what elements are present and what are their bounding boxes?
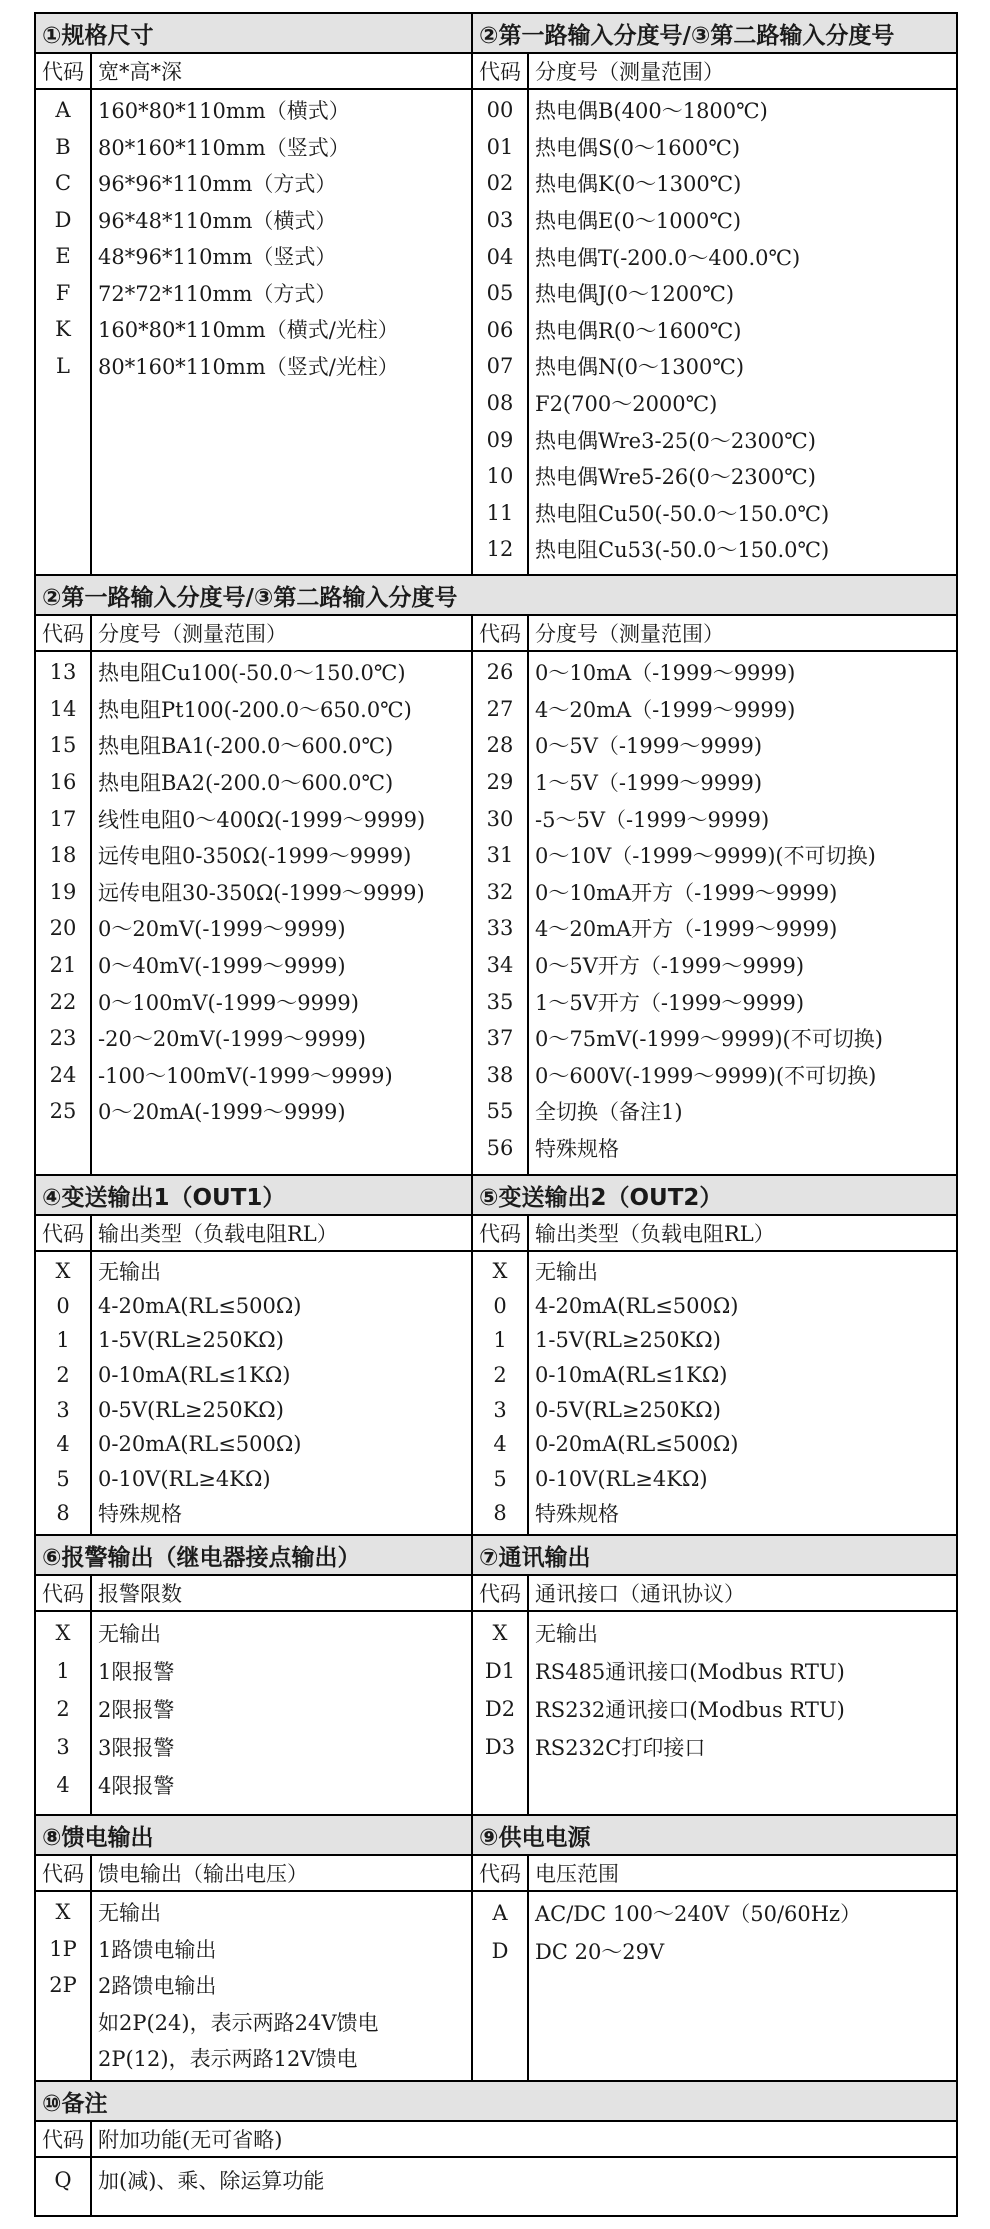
row-description: 0-10mA(RL≤1KΩ) <box>535 1363 728 1388</box>
row-code: A <box>492 1901 508 1925</box>
row-description: -5～5V（-1999～9999) <box>535 807 770 832</box>
row-description: 无输出 <box>535 1622 598 1646</box>
row-description: 远传电阻0-350Ω(-1999～9999) <box>98 844 412 869</box>
column-header-description: 宽*高*深 <box>98 60 182 84</box>
row-description: 1～5V（-1999～9999) <box>535 771 763 796</box>
row-description: -100～100mV(-1999～9999) <box>98 1063 393 1088</box>
row-description: 热电偶R(0～1600℃) <box>535 318 742 343</box>
row-code: 2 <box>493 1363 507 1388</box>
row-code: D3 <box>484 1735 516 1759</box>
row-description: DC 20～29V <box>535 1940 665 1964</box>
row-code: 35 <box>486 989 514 1014</box>
row-description: 1路馈电输出 <box>98 1937 217 1962</box>
row-code: 2P <box>49 1973 77 1998</box>
row-description: 4-20mA(RL≤500Ω) <box>98 1293 302 1318</box>
column-header-code: 代码 <box>479 1862 521 1886</box>
row-code: 4 <box>56 1773 70 1797</box>
column-header-code: 代码 <box>479 60 521 84</box>
row-description: 加(减)、乘、除运算功能 <box>98 2169 325 2193</box>
row-description: 热电偶E(0～1000℃) <box>535 209 742 234</box>
row-description: 如2P(24)，表示两路24V馈电 <box>98 2010 379 2035</box>
row-description: 1～5V开方（-1999～9999) <box>535 990 805 1015</box>
row-code: E <box>55 244 71 269</box>
row-description: 0～20mA(-1999～9999) <box>98 1100 346 1125</box>
row-description: 无输出 <box>98 1901 161 1926</box>
row-description: 96*96*110mm（方式） <box>98 172 337 197</box>
header-rule <box>36 88 471 90</box>
row-code: 33 <box>486 916 514 941</box>
column-header-description: 输出类型（负载电阻RL） <box>535 1222 775 1246</box>
row-code: D2 <box>484 1697 516 1721</box>
row-code: 21 <box>49 953 77 978</box>
row-description: 0-5V(RL≥250KΩ) <box>98 1397 284 1422</box>
row-code: 0 <box>56 1293 70 1318</box>
section-header: ④变送输出1（OUT1） <box>36 1176 471 1214</box>
column-header-description: 分度号（测量范围） <box>535 60 724 84</box>
header-rule <box>36 650 471 652</box>
row-code: 55 <box>486 1099 514 1124</box>
column-header-description: 通讯接口（通讯协议） <box>535 1582 745 1606</box>
row-description: 0～10mA开方（-1999～9999) <box>535 880 838 905</box>
row-description: 线性电阻0～400Ω(-1999～9999) <box>98 807 426 832</box>
row-code: 8 <box>56 1501 70 1526</box>
row-code: Q <box>54 2168 72 2192</box>
row-description: 热电阻Pt100(-200.0～650.0℃) <box>98 697 412 722</box>
row-code: 03 <box>486 208 514 233</box>
row-description: 无输出 <box>535 1260 598 1285</box>
column-header-code: 代码 <box>42 60 84 84</box>
row-code: 1P <box>49 1936 77 1961</box>
row-description: 远传电阻30-350Ω(-1999～9999) <box>98 880 425 905</box>
row-code: 09 <box>486 427 514 452</box>
section-header: ②第一路输入分度号/③第二路输入分度号 <box>473 14 956 52</box>
section-header: ②第一路输入分度号/③第二路输入分度号 <box>36 576 956 614</box>
row-description: -20～20mV(-1999～9999) <box>98 1027 366 1052</box>
row-code: 56 <box>486 1136 514 1161</box>
row-code: 28 <box>486 733 514 758</box>
row-code: 1 <box>56 1328 70 1353</box>
row-description: 1-5V(RL≥250KΩ) <box>98 1328 284 1353</box>
header-rule <box>473 650 956 652</box>
row-description: 0-20mA(RL≤500Ω) <box>98 1432 302 1457</box>
row-code: X <box>55 1621 71 1645</box>
row-code: 2 <box>56 1363 70 1388</box>
row-description: 0～100mV(-1999～9999) <box>98 990 359 1015</box>
row-description: 4～20mA（-1999～9999) <box>535 697 796 722</box>
row-code: B <box>55 134 71 159</box>
row-description: 热电偶Wre5-26(0～2300℃) <box>535 465 816 490</box>
row-description: RS232通讯接口(Modbus RTU) <box>535 1698 845 1722</box>
column-header-description: 馈电输出（输出电压） <box>98 1862 308 1886</box>
row-code: X <box>55 1259 71 1284</box>
row-description: 热电偶T(-200.0～400.0℃) <box>535 245 801 270</box>
column-header-description: 分度号（测量范围） <box>98 622 287 646</box>
row-code: 20 <box>49 916 77 941</box>
header-rule <box>36 1890 471 1892</box>
row-code: X <box>492 1259 508 1284</box>
row-description: 无输出 <box>98 1622 161 1646</box>
row-description: 0-10mA(RL≤1KΩ) <box>98 1363 291 1388</box>
row-code: 32 <box>486 879 514 904</box>
row-code: 22 <box>49 989 77 1014</box>
column-header-description: 电压范围 <box>535 1862 619 1886</box>
column-header-description: 输出类型（负载电阻RL） <box>98 1222 338 1246</box>
row-code: 00 <box>486 98 514 123</box>
row-description: 无输出 <box>98 1260 161 1285</box>
row-code: 10 <box>486 464 514 489</box>
row-description: 热电阻BA1(-200.0～600.0℃) <box>98 734 394 759</box>
row-description: 0-10V(RL≥4KΩ) <box>98 1466 271 1491</box>
row-code: 01 <box>486 134 514 159</box>
row-code: 18 <box>49 843 77 868</box>
row-code: 25 <box>49 1099 77 1124</box>
header-rule <box>473 1250 956 1252</box>
row-description: 0-5V(RL≥250KΩ) <box>535 1397 721 1422</box>
row-code: 8 <box>493 1501 507 1526</box>
row-description: 4-20mA(RL≤500Ω) <box>535 1293 739 1318</box>
row-code: D1 <box>484 1659 516 1683</box>
row-code: 13 <box>49 660 77 685</box>
row-description: 热电偶J(0～1200℃) <box>535 282 735 307</box>
row-code: 26 <box>486 660 514 685</box>
header-rule <box>36 1250 471 1252</box>
column-header-description: 分度号（测量范围） <box>535 622 724 646</box>
row-code: X <box>492 1621 508 1645</box>
row-code: 4 <box>493 1432 507 1457</box>
row-description: 热电偶Wre3-25(0～2300℃) <box>535 428 816 453</box>
row-code: 29 <box>486 770 514 795</box>
column-header-code: 代码 <box>42 2128 84 2152</box>
row-description: 48*96*110mm（竖式） <box>98 245 337 270</box>
header-rule <box>36 2156 956 2158</box>
row-code: 5 <box>56 1466 70 1491</box>
row-description: 4～20mA开方（-1999～9999) <box>535 917 838 942</box>
row-description: 全切换（备注1) <box>535 1100 683 1125</box>
column-header-code: 代码 <box>479 1222 521 1246</box>
row-description: 72*72*110mm（方式） <box>98 281 337 306</box>
row-description: 热电阻BA2(-200.0～600.0℃) <box>98 771 394 796</box>
section-header: ⑧馈电输出 <box>36 1816 471 1854</box>
header-rule <box>36 1610 471 1612</box>
row-description: 2P(12)，表示两路12V馈电 <box>98 2047 358 2072</box>
row-code: 30 <box>486 806 514 831</box>
row-description: 0～40mV(-1999～9999) <box>98 954 346 979</box>
row-description: 0～10mA（-1999～9999) <box>535 661 796 686</box>
row-code: 07 <box>486 354 514 379</box>
row-code <box>36 2040 90 2077</box>
row-description: 0～20mV(-1999～9999) <box>98 917 346 942</box>
row-description: 2限报警 <box>98 1698 175 1722</box>
row-description: 特殊规格 <box>535 1502 619 1527</box>
row-description: RS485通讯接口(Modbus RTU) <box>535 1660 845 1684</box>
row-code: 24 <box>49 1062 77 1087</box>
row-code: 1 <box>56 1659 70 1683</box>
header-rule <box>473 88 956 90</box>
row-code: 11 <box>486 500 514 525</box>
row-code: L <box>56 353 70 378</box>
row-description: 热电偶S(0～1600℃) <box>535 135 741 160</box>
row-description: 热电偶N(0～1300℃) <box>535 355 745 380</box>
row-code: 3 <box>493 1397 507 1422</box>
section-header: ⑥报警输出（继电器接点输出） <box>36 1536 471 1574</box>
row-code: 31 <box>486 843 514 868</box>
row-description: 0-20mA(RL≤500Ω) <box>535 1432 739 1457</box>
row-description: 特殊规格 <box>535 1137 619 1162</box>
row-description: 特殊规格 <box>98 1502 182 1527</box>
row-code: 14 <box>49 696 77 721</box>
row-description: 0～75mV(-1999～9999)(不可切换) <box>535 1027 883 1052</box>
row-code: 0 <box>493 1293 507 1318</box>
row-description: 热电阻Cu50(-50.0～150.0℃) <box>535 501 830 526</box>
row-description: 0-10V(RL≥4KΩ) <box>535 1466 708 1491</box>
row-code: 05 <box>486 281 514 306</box>
column-header-code: 代码 <box>42 1582 84 1606</box>
row-code: 06 <box>486 317 514 342</box>
row-code: 3 <box>56 1735 70 1759</box>
row-description: 4限报警 <box>98 1774 175 1798</box>
row-description: 3限报警 <box>98 1736 175 1760</box>
row-code: 34 <box>486 953 514 978</box>
row-description: 热电阻Cu53(-50.0～150.0℃) <box>535 538 830 563</box>
row-description: 热电阻Cu100(-50.0～150.0℃) <box>98 661 406 686</box>
section-header: ①规格尺寸 <box>36 14 471 52</box>
model-selection-table <box>34 12 958 2217</box>
header-rule <box>473 1890 956 1892</box>
column-header-code: 代码 <box>479 622 521 646</box>
row-code: 37 <box>486 1026 514 1051</box>
column-header-description: 报警限数 <box>98 1582 182 1606</box>
section-header: ⑦通讯输出 <box>473 1536 956 1574</box>
row-code: X <box>55 1900 71 1925</box>
row-description: 热电偶B(400～1800℃) <box>535 99 768 124</box>
row-code: 2 <box>56 1697 70 1721</box>
section-header: ⑤变送输出2（OUT2） <box>473 1176 956 1214</box>
row-code: 4 <box>56 1432 70 1457</box>
row-description: 1限报警 <box>98 1660 175 1684</box>
row-description: AC/DC 100～240V（50/60Hz） <box>535 1902 862 1926</box>
row-description: 80*160*110mm（竖式/光柱） <box>98 354 399 379</box>
row-description: 160*80*110mm（横式/光柱） <box>98 318 399 343</box>
row-code: A <box>55 98 71 123</box>
row-code <box>36 2004 90 2041</box>
row-code: K <box>55 317 71 342</box>
section-header: ⑨供电电源 <box>473 1816 956 1854</box>
row-description: 0～600V(-1999～9999)(不可切换) <box>535 1063 877 1088</box>
section-header: ⑩备注 <box>36 2082 956 2120</box>
row-description: F2(700～2000℃) <box>535 392 718 417</box>
row-code: 3 <box>56 1397 70 1422</box>
row-description: 0～5V（-1999～9999) <box>535 734 763 759</box>
row-code: D <box>54 207 72 232</box>
row-description: 96*48*110mm（横式） <box>98 208 337 233</box>
row-description: 0～10V（-1999～9999)(不可切换) <box>535 844 876 869</box>
row-code: 16 <box>49 770 77 795</box>
row-code: 15 <box>49 733 77 758</box>
row-code: 1 <box>493 1328 507 1353</box>
row-code: 27 <box>486 696 514 721</box>
column-header-code: 代码 <box>42 622 84 646</box>
column-header-code: 代码 <box>479 1582 521 1606</box>
row-description: 80*160*110mm（竖式） <box>98 135 350 160</box>
row-code: 23 <box>49 1026 77 1051</box>
row-description: 热电偶K(0～1300℃) <box>535 172 742 197</box>
row-description: RS232C打印接口 <box>535 1736 706 1760</box>
row-code: 02 <box>486 171 514 196</box>
row-code: 38 <box>486 1062 514 1087</box>
row-code: 08 <box>486 391 514 416</box>
column-header-code: 代码 <box>42 1222 84 1246</box>
row-code: F <box>55 280 71 305</box>
row-code: 04 <box>486 244 514 269</box>
header-rule <box>473 1610 956 1612</box>
column-header-description: 附加功能(无可省略) <box>98 2128 283 2152</box>
row-description: 0～5V开方（-1999～9999) <box>535 954 805 979</box>
row-code: C <box>54 171 72 196</box>
row-description: 1-5V(RL≥250KΩ) <box>535 1328 721 1353</box>
row-code: 5 <box>493 1466 507 1491</box>
row-description: 160*80*110mm（横式） <box>98 99 350 124</box>
column-header-code: 代码 <box>42 1862 84 1886</box>
row-code: 19 <box>49 879 77 904</box>
row-description: 2路馈电输出 <box>98 1974 217 1999</box>
row-code: 17 <box>49 806 77 831</box>
row-code: D <box>491 1939 509 1963</box>
row-code: 12 <box>486 537 514 562</box>
